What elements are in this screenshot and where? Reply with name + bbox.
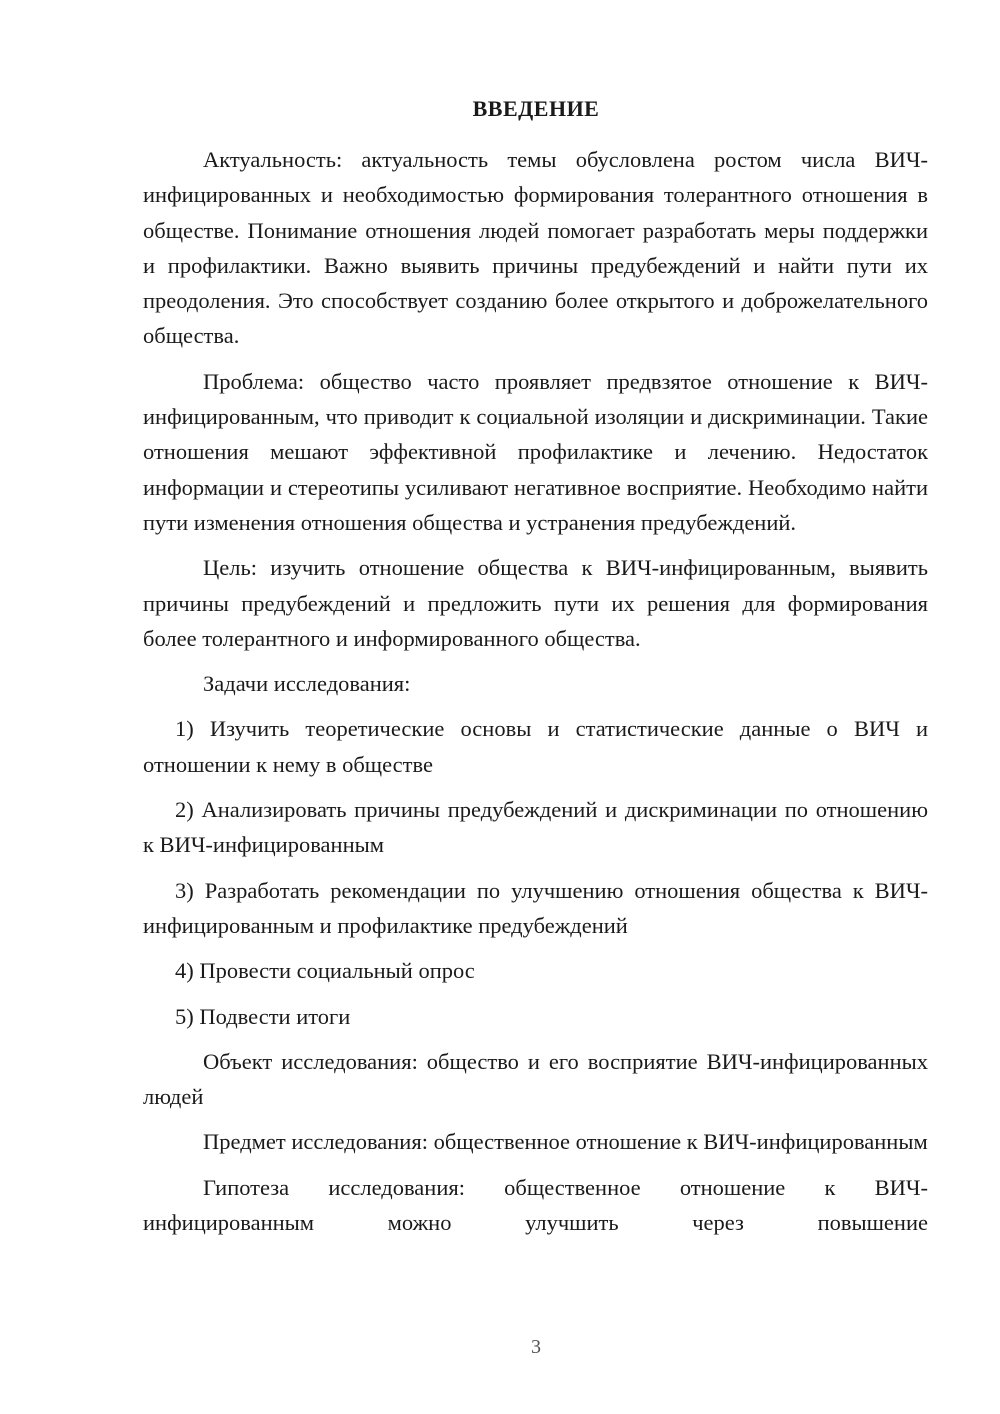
paragraph-hypothesis: Гипотеза исследования: общественное отношение к ВИЧ-инфицированным можно улучшить через повышение bbox=[143, 1174, 928, 1236]
page-number: 3 bbox=[531, 1336, 541, 1358]
task-item: 5) Подвести итоги bbox=[175, 1003, 351, 1029]
task-item: 4) Провести социальный опрос bbox=[175, 958, 475, 984]
page-heading: ВВЕДЕНИЕ bbox=[472, 96, 600, 121]
paragraph-problem: Проблема: общество часто проявляет предвзятое отношение к ВИЧ-инфицированным, что приводит к социальной изоляции и дискриминации. Такие отношения мешают эффективной профилактике и лечению. Недостаток информации и стереотипы усиливают негативное восприятие. Необходимо найти пути изменения отношения общества и устранения предубеждений. bbox=[143, 368, 928, 535]
paragraph-relevance: Актуальность: актуальность темы обусловлена ростом числа ВИЧ-инфицированных и необходимостью формирования толерантного отношения в обществе. Понимание отношения людей помогает разработать меры поддержки и профилактики. Важно выявить причины предубеждений и найти пути их преодоления. Это способствует созданию более открытого и доброжелательного общества. bbox=[143, 147, 928, 349]
task-item: 1) Изучить теоретические основы и статистические данные о ВИЧ и отношении к нему в обществе bbox=[143, 716, 928, 777]
paragraph-object: Объект исследования: общество и его восприятие ВИЧ-инфицированных людей bbox=[143, 1048, 928, 1110]
paragraph-subject: Предмет исследования: общественное отношение к ВИЧ-инфицированным bbox=[203, 1129, 928, 1155]
paragraph-tasks-heading: Задачи исследования: bbox=[203, 671, 411, 697]
task-item: 3) Разработать рекомендации по улучшению отношения общества к ВИЧ-инфицированным и профилактике предубеждений bbox=[143, 877, 928, 938]
task-item: 2) Анализировать причины предубеждений и дискриминации по отношению к ВИЧ-инфицированным bbox=[143, 797, 928, 858]
paragraph-goal: Цель: изучить отношение общества к ВИЧ-инфицированным, выявить причины предубеждений и предложить пути их решения для формирования более толерантного и информированного общества. bbox=[143, 555, 928, 651]
document-body bbox=[143, 142, 928, 1250]
